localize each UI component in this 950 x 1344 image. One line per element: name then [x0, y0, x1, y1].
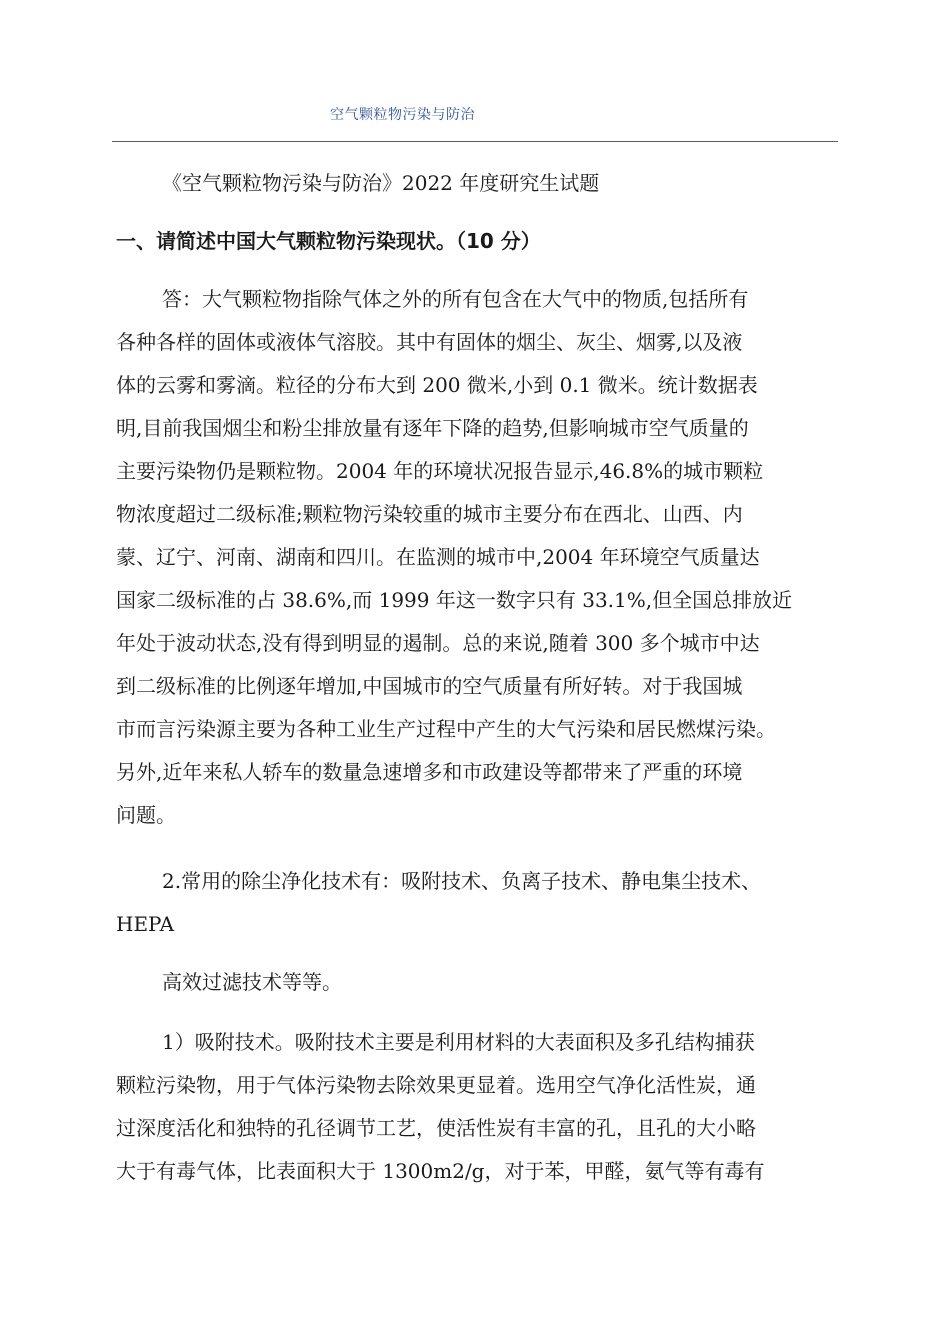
answer-line: 到二级标准的比例逐年增加,中国城市的空气质量有所好转。对于我国城 — [116, 674, 743, 698]
answer-line: 市而言污染源主要为各种工业生产过程中产生的大气污染和居民燃煤污染。 — [116, 717, 776, 741]
answer-line: 问题。 — [116, 803, 176, 827]
answer-line: 明,目前我国烟尘和粉尘排放量有逐年下降的趋势,但影响城市空气质量的 — [116, 416, 749, 440]
section-heading: 一、请简述中国大气颗粒物污染现状。（10 分） — [116, 229, 541, 253]
answer-line: 蒙、辽宁、河南、湖南和四川。在监测的城市中,2004 年环境空气质量达 — [116, 545, 760, 569]
adsorption-line: 1）吸附技术。吸附技术主要是利用材料的大表面积及多孔结构捕获 — [162, 1030, 755, 1054]
adsorption-line: 大于有毒气体，比表面积大于 1300m2/g，对于苯，甲醛，氨气等有毒有 — [116, 1159, 765, 1183]
adsorption-line: 过深度活化和独特的孔径调节工艺，使活性炭有丰富的孔，且孔的大小略 — [116, 1116, 756, 1140]
answer-line: 物浓度超过二级标准;颗粒物污染较重的城市主要分布在西北、山西、内 — [116, 502, 743, 526]
point-2-line: 2.常用的除尘净化技术有：吸附技术、负离子技术、静电集尘技术、 — [162, 869, 762, 893]
answer-line: 主要污染物仍是颗粒物。2004 年的环境状况报告显示,46.8%的城市颗粒 — [116, 459, 764, 483]
adsorption-line: 颗粒污染物，用于气体污染物去除效果更显着。选用空气净化活性炭，通 — [116, 1073, 756, 1097]
answer-line: 国家二级标准的占 38.6%,而 1999 年这一数字只有 33.1%,但全国总排放近 — [116, 588, 793, 612]
answer-line: 各种各样的固体或液体气溶胶。其中有固体的烟尘、灰尘、烟雾,以及液 — [116, 330, 743, 354]
point-2-continuation: 高效过滤技术等等。 — [162, 970, 342, 994]
answer-line: 另外,近年来私人轿车的数量急速增多和市政建设等都带来了严重的环境 — [116, 760, 743, 784]
answer-line: 年处于波动状态,没有得到明显的遏制。总的来说,随着 300 多个城市中达 — [116, 631, 760, 655]
answer-line: 答：大气颗粒物指除气体之外的所有包含在大气中的物质,包括所有 — [162, 287, 749, 311]
point-2-line: HEPA — [116, 912, 175, 936]
page-header: 空气颗粒物污染与防治 — [330, 107, 475, 123]
answer-line: 体的云雾和雾滴。粒径的分布大到 200 微米,小到 0.1 微米。统计数据表 — [116, 373, 758, 397]
header-divider — [112, 141, 838, 142]
document-title: 《空气颗粒物污染与防治》2022 年度研究生试题 — [162, 171, 600, 195]
